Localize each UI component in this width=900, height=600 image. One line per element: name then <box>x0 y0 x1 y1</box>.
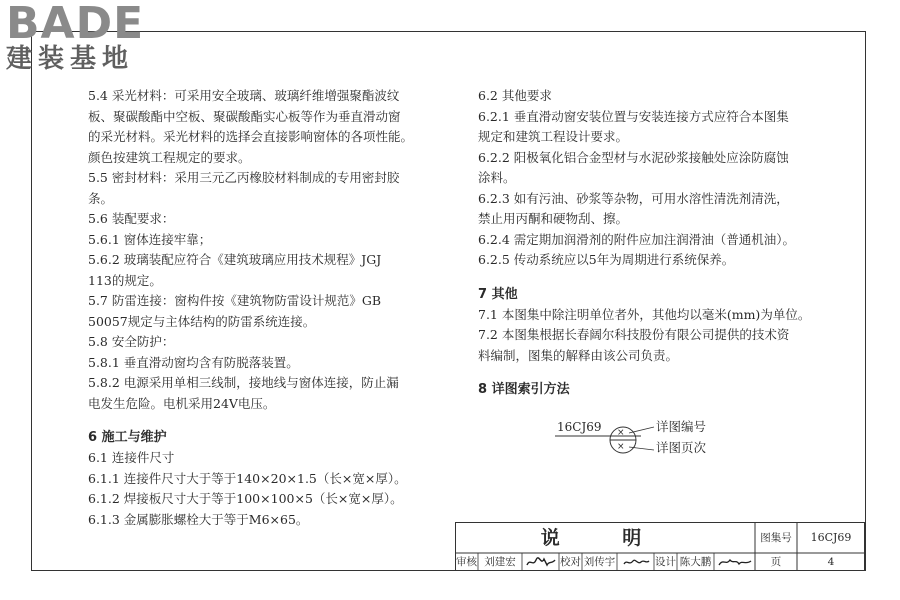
text-line: 6.1.2 焊接板尺寸大于等于100×100×5（长×宽×厚）。 <box>88 491 403 506</box>
design-label: 设计 <box>655 556 676 568</box>
text-line: 禁止用丙酮和硬物刮、擦。 <box>478 211 629 226</box>
review-label: 审核 <box>456 556 477 568</box>
sheet-title: 说 明 <box>540 527 670 549</box>
text-line: 113的规定。 <box>88 272 162 288</box>
title-block <box>455 522 865 571</box>
text-line: 50057规定与主体结构的防雷系统连接。 <box>88 313 316 329</box>
check-label: 校对 <box>560 556 581 568</box>
text-line: 5.4 采光材料：可采用安全玻璃、玻璃纤维增强聚酯波纹 <box>88 88 400 103</box>
text-line: 条。 <box>88 190 114 206</box>
text-line: 5.8.2 电源采用单相三线制，接地线与窗体连接，防止漏 <box>88 375 399 390</box>
text-line: 6.2.4 需定期加润滑剂的附件应加注润滑油（普通机油）。 <box>478 231 796 247</box>
index-lower-symbol: × <box>617 442 625 452</box>
section-heading: 6 施工与维护 <box>88 430 167 445</box>
text-line: 颜色按建筑工程规定的要求。 <box>88 149 251 165</box>
text-line: 7.2 本图集根据长春阔尔科技股份有限公司提供的技术资 <box>478 327 790 342</box>
checker-signature <box>621 555 651 569</box>
text-line: 6.2.2 阳极氧化铝合金型材与水泥砂浆接触处应涂防腐蚀 <box>478 149 789 165</box>
text-line: 6.2.1 垂直滑动窗安装位置与安装连接方式应符合本图集 <box>478 108 789 124</box>
designer-name: 陈大鹏 <box>679 556 712 568</box>
text-line: 5.6.2 玻璃装配应符合《建筑玻璃应用技术规程》JGJ <box>88 252 382 267</box>
text-line: 规定和建筑工程设计要求。 <box>478 129 629 144</box>
paragraph-gap <box>88 414 440 428</box>
text-line: 料编制，图集的解释由该公司负责。 <box>478 347 679 363</box>
paragraph-gap <box>478 271 828 285</box>
text-line: 5.8 安全防护： <box>88 334 175 349</box>
reviewer-signature <box>525 555 557 569</box>
page-number: 4 <box>827 556 835 568</box>
text-line: 7.1 本图集中除注明单位者外，其他均以毫米(mm)为单位。 <box>478 306 811 322</box>
text-line: 6.2 其他要求 <box>478 88 552 103</box>
text-line: 5.6.1 窗体连接牢靠； <box>88 231 212 247</box>
text-line: 5.8.1 垂直滑动窗均含有防脱落装置。 <box>88 354 299 370</box>
text-line: 6.1 连接件尺寸 <box>88 450 175 465</box>
text-line: 6.2.5 传动系统应以5年为周期进行系统保养。 <box>478 252 735 267</box>
checker-name: 刘传宇 <box>583 556 616 568</box>
text-line: 5.6 装配要求： <box>88 211 175 226</box>
section-heading: 8 详图索引方法 <box>478 382 570 397</box>
page-label: 页 <box>770 556 782 568</box>
index-code: 16CJ69 <box>557 420 602 434</box>
detail-index-diagram <box>553 418 733 462</box>
text-line: 涂料。 <box>478 170 516 185</box>
text-line: 电发生危险。电机采用24V电压。 <box>88 395 276 411</box>
text-line: 6.1.3 金属膨胀螺栓大于等于M6×65。 <box>88 511 309 527</box>
text-line: 5.5 密封材料：采用三元乙丙橡胶材料制成的专用密封胶 <box>88 170 400 185</box>
logo-wordmark: BADE <box>6 0 145 49</box>
designer-signature <box>717 555 753 569</box>
left-text-column <box>88 86 440 530</box>
right-text-column <box>478 86 828 400</box>
text-line: 5.7 防雷连接：窗构件按《建筑物防雷设计规范》GB <box>88 293 382 308</box>
text-line: 的采光材料。采光材料的选择会直接影响窗体的各项性能。 <box>88 129 414 144</box>
index-upper-symbol: × <box>617 428 625 438</box>
text-line: 6.1.1 连接件尺寸大于等于140×20×1.5（长×宽×厚）。 <box>88 470 407 486</box>
text-line: 板、聚碳酸酯中空板、聚碳酸酯实心板等作为垂直滑动窗 <box>88 108 401 124</box>
paragraph-gap <box>478 366 828 380</box>
atlas-number: 16CJ69 <box>810 531 852 544</box>
detail-number-label: 详图编号 <box>656 419 707 434</box>
logo-subtitle: 建装基地 <box>6 44 135 74</box>
bade-logo <box>6 2 144 73</box>
section-heading: 7 其他 <box>478 286 518 302</box>
detail-page-label: 详图页次 <box>656 440 707 455</box>
atlas-number-label: 图集号 <box>760 532 792 544</box>
text-line: 6.2.3 如有污油、砂浆等杂物，可用水溶性清洗剂清洗， <box>478 190 789 206</box>
reviewer-name: 刘建宏 <box>484 556 516 568</box>
